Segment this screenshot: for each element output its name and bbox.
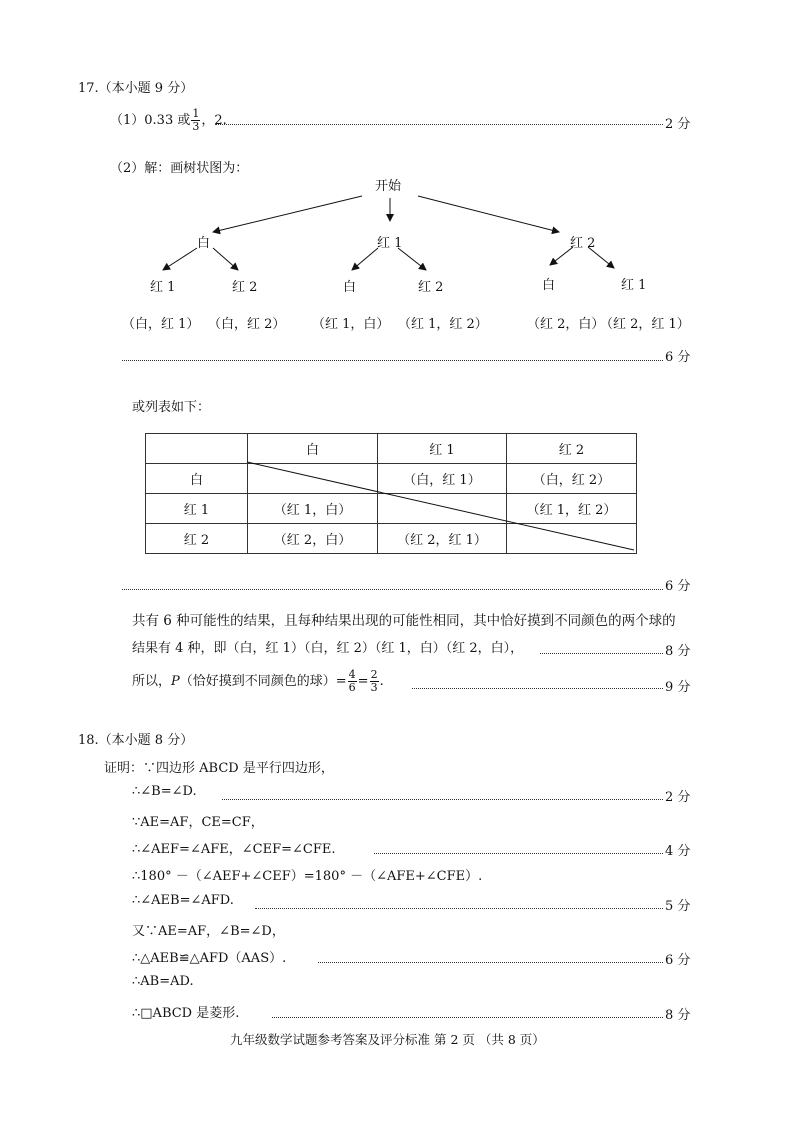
- table-cell: （白，红 1）: [378, 464, 507, 494]
- prob-symbol: P: [171, 674, 180, 689]
- q17-prob-score: 9 分: [665, 680, 691, 695]
- q18-line: 证明：∵四边形 ABCD 是平行四边形，: [104, 761, 334, 776]
- tree-node-l1: 红 2: [570, 236, 596, 251]
- q18-line: ∴△AEB≌△AFD（AAS）.: [132, 951, 287, 966]
- q17-probability: [132, 669, 384, 694]
- table-header-cell: 白: [248, 434, 378, 464]
- q18-line: ∴□ABCD 是菱形.: [132, 1006, 240, 1021]
- fraction-numerator: 4: [348, 668, 356, 681]
- tree-outcome: （红 1，红 2）: [398, 317, 488, 332]
- table-row-label: 白: [146, 464, 248, 494]
- table-row-label: 红 2: [146, 524, 248, 554]
- table-cell: （红 2，红 1）: [378, 524, 507, 554]
- q17-table-score: 6 分: [665, 579, 691, 594]
- table-cell: （红 1，白）: [248, 494, 378, 524]
- tree-node-l2: 红 1: [621, 278, 647, 293]
- tree-node-l2: 白: [343, 280, 357, 295]
- table-row-label: 红 1: [146, 494, 248, 524]
- tree-node-l1: 白: [197, 236, 211, 251]
- table-cell: （红 2，白）: [248, 524, 378, 554]
- q18-line: ∵AE=AF，CE=CF，: [132, 815, 264, 830]
- tree-outcome: （白，红 1）: [122, 317, 200, 332]
- score-leader: [318, 962, 663, 963]
- q17-tree-score: 6 分: [665, 350, 691, 365]
- tree-outcome: （白，红 2）: [208, 317, 286, 332]
- tree-node-l2: 红 1: [150, 280, 176, 295]
- q17-result-line1: 共有 6 种可能性的结果，且每种结果出现的可能性相同，其中恰好摸到不同颜色的两个球的: [132, 613, 676, 629]
- q18-line: ∴180° －（∠AEF+∠CEF）=180° －（∠AFE+∠CFE）.: [132, 869, 483, 884]
- table-cell: （红 1，红 2）: [507, 494, 637, 524]
- table-diagonal: [0, 0, 794, 560]
- prob-fraction-2: [370, 669, 379, 694]
- prob-equals: =: [357, 674, 369, 689]
- q18-line: ∴AB=AD.: [132, 974, 194, 989]
- score-leader: [412, 688, 663, 689]
- q18-score: 8 分: [665, 1008, 691, 1023]
- tree-node-l2: 红 2: [418, 280, 444, 295]
- q17-heading: 17.（本小题 9 分）: [78, 81, 194, 96]
- q18-line: ∴∠AEB=∠AFD.: [132, 893, 234, 908]
- table-cell: （白，红 2）: [507, 464, 637, 494]
- q18-line: ∴∠B=∠D.: [132, 784, 197, 799]
- score-leader: [540, 653, 663, 654]
- q17-part1-score: 2 分: [665, 117, 691, 132]
- score-leader: [272, 1017, 663, 1018]
- prob-end: .: [379, 674, 384, 689]
- tree-outcome: （红 2，红 1）: [600, 317, 690, 332]
- page-footer: 九年级数学试题参考答案及评分标准 第 2 页 （共 8 页）: [230, 1032, 545, 1047]
- fraction-denominator: 3: [192, 120, 200, 133]
- q18-line: 又∵AE=AF，∠B=∠D，: [132, 924, 285, 939]
- fraction-numerator: 1: [192, 107, 200, 120]
- q17-part1-suffix: ，2.: [201, 113, 227, 128]
- tree-node-l2: 红 2: [232, 280, 258, 295]
- fraction-denominator: 3: [370, 681, 378, 694]
- q18-score: 4 分: [665, 844, 691, 859]
- tree-outcome: （红 1，白）: [312, 317, 390, 332]
- tree-root: 开始: [375, 179, 402, 194]
- q17-part2-intro: （2）解：画树状图为：: [110, 161, 249, 176]
- prob-fraction-1: [348, 669, 357, 694]
- tree-node-l2: 白: [542, 278, 556, 293]
- diagonal-line: [247, 462, 634, 550]
- q18-score: 2 分: [665, 790, 691, 805]
- q18-heading: 18.（本小题 8 分）: [78, 733, 194, 748]
- prob-event: （恰好摸到不同颜色的球）=: [179, 674, 347, 689]
- q18-line: ∴∠AEF=∠AFE，∠CEF=∠CFE.: [132, 842, 336, 857]
- q17-part1-prefix: （1）0.33 或: [110, 113, 191, 128]
- table-header-cell: 红 1: [378, 434, 507, 464]
- fraction-numerator: 2: [370, 668, 378, 681]
- tree-outcome: （红 2，白）: [527, 317, 605, 332]
- prob-prefix: 所以，: [132, 674, 172, 689]
- fraction-denominator: 6: [348, 681, 356, 694]
- score-leader: [122, 589, 663, 590]
- table-header-cell: 红 2: [507, 434, 637, 464]
- q17-result-score: 8 分: [665, 644, 691, 659]
- tree-node-l1: 红 1: [377, 236, 403, 251]
- q17-table-intro: 或列表如下：: [132, 400, 211, 415]
- q17-result-line2: 结果有 4 种，即（白，红 1）（白，红 2）（红 1，白）（红 2，白），: [132, 641, 524, 656]
- score-leader: [255, 908, 663, 909]
- score-leader: [374, 853, 663, 854]
- q18-score: 6 分: [665, 953, 691, 968]
- score-leader: [222, 799, 663, 800]
- q18-score: 5 分: [665, 899, 691, 914]
